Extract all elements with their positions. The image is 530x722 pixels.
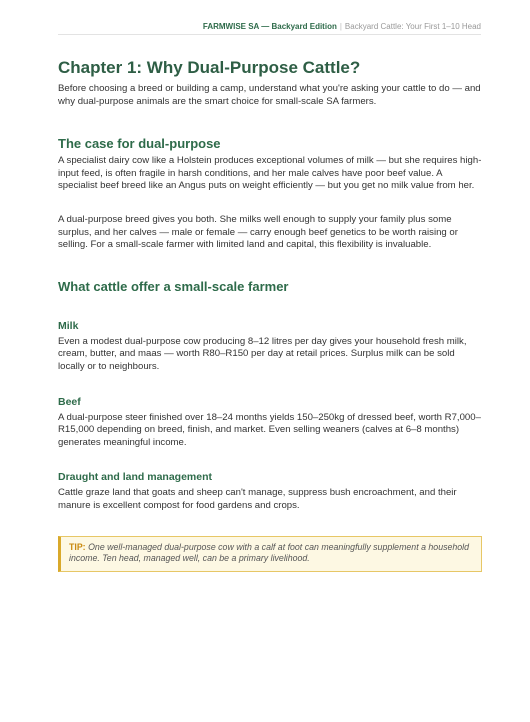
subheading-draught: Draught and land management <box>58 471 213 484</box>
header-brand: FARMWISE SA — Backyard Edition <box>202 22 337 31</box>
case-paragraph-2: A dual-purpose breed gives you both. She milks well enough to supply your family plus some surplus, and her calves — male or female — carry enough beef genetics to be worth raising or selling. For a small-scale farmer with limited land and capital, this flexibility is invaluable. <box>58 213 458 251</box>
running-header <box>58 22 481 35</box>
chapter-title: Chapter 1: Why Dual-Purpose Cattle? <box>58 58 361 77</box>
header-separator: | <box>339 22 342 31</box>
subheading-milk: Milk <box>58 319 79 332</box>
chapter-intro: Before choosing a breed or building a camp, understand what you're asking your cattle to do — and why dual-purpose animals are the smart choice for small-scale SA farmers. <box>58 83 481 107</box>
tip-label: TIP: <box>69 541 86 552</box>
subheading-beef: Beef <box>58 395 81 408</box>
header-book-title: Backyard Cattle: Your First 1–10 Head <box>344 22 481 31</box>
chapter-content <box>58 58 482 572</box>
milk-paragraph: Even a modest dual-purpose cow producing 8–12 litres per day gives your household fresh milk, cream, butter, and maas — worth R80–R150 per day at retail prices. Surplus milk can be sold locally or to neighbours. <box>58 335 467 372</box>
section-heading-case: The case for dual-purpose <box>58 136 221 152</box>
section-heading-offer: What cattle offer a small-scale farmer <box>58 278 289 294</box>
tip-text: One well-managed dual-purpose cow with a calf at foot can meaningfully supplement a household income. Ten head, managed well, can be a primary livelihood. <box>69 541 470 563</box>
beef-paragraph: A dual-purpose steer finished over 18–24 months yields 150–250kg of dressed beef, worth R7,000–R15,000 depending on breed, finish, and market. Even selling weaners (calves at 6–8 months) generates meaningful income. <box>58 411 481 448</box>
case-paragraph-1: A specialist dairy cow like a Holstein produces exceptional volumes of milk — but she requires high-input feed, is often fragile in harsh conditions, and her male calves have poor beef value. A specialist beef breed like an Angus puts on weight efficiently — but you get no milk value from her. <box>58 155 482 192</box>
draught-paragraph: Cattle graze land that goats and sheep can't manage, suppress bush encroachment, and their manure is excellent compost for food gardens and crops. <box>58 487 457 511</box>
tip-callout <box>58 536 482 572</box>
